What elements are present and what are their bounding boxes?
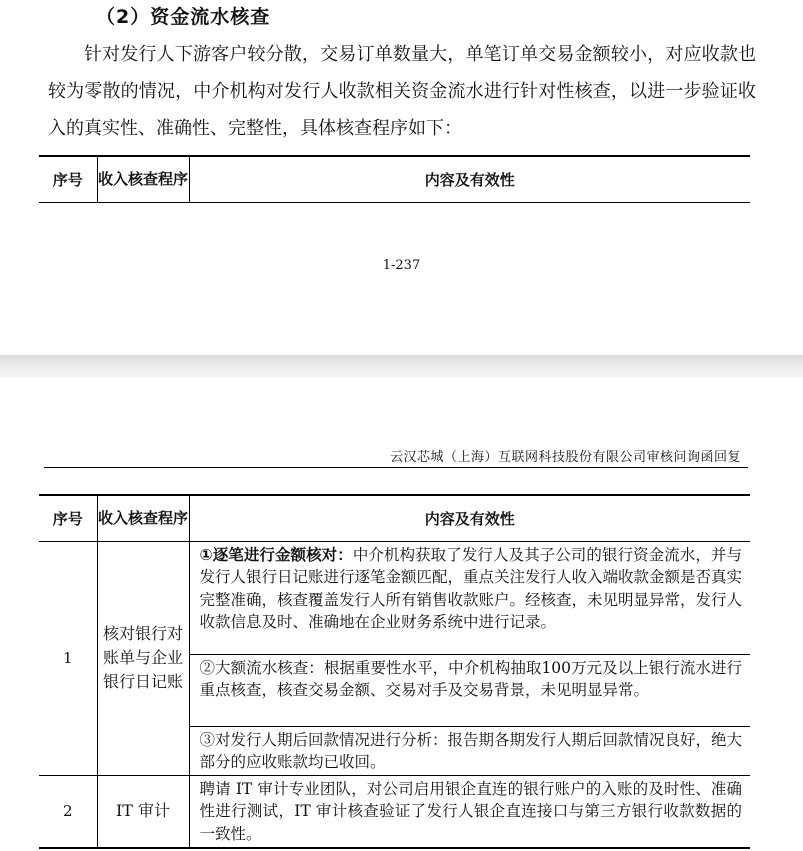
content-item [190, 727, 751, 775]
item-text: 中介机构获取了发行人及其子公司的银行资金流水，并与发行人银行日记账进行逐笔金额匹配，重点关注发行人收入端收款金额是否真实完整准确，核查覆盖发行人所有销售收款账户。经核查，未见明显异常，发行人收款信息及时、准确地在企业财务系统中进行记录。 [199, 545, 743, 631]
header-no: 序号 [39, 495, 97, 541]
header-procedure: 收入核查程序 [97, 156, 189, 202]
verification-table [39, 494, 750, 849]
header-no: 序号 [52, 170, 83, 189]
content-item [190, 542, 751, 655]
row-content [189, 541, 750, 775]
row-no: 2 [39, 775, 97, 848]
row-content: 聘请 IT 审计专业团队，对公司启用银企直连的银行账户的入账的及时性、准确性进行测试，IT 审计核查验证了发行人银企直连接口与第三方银行收款数据的一致性。 [189, 775, 750, 848]
header-procedure: 收入核查程序 [97, 495, 189, 541]
table-row [39, 775, 750, 848]
page-separator [0, 355, 803, 377]
section-paragraph: 针对发行人下游客户较分散，交易订单数量大，单笔订单交易金额较小，对应收款也较为零散的情况，中介机构对发行人收款相关资金流水进行针对性核查，以进一步验证收入的真实性、准确性、完整性，具体核查程序如下： [48, 44, 756, 139]
section-title: （2）资金流水核查 [96, 6, 271, 28]
header-content: 内容及有效性 [189, 495, 750, 541]
page-top [0, 0, 803, 355]
item-lead: ①逐笔进行金额核对： [199, 545, 353, 564]
table-header-top [39, 155, 750, 203]
company-header: 云汉芯城（上海）互联网科技股份有限公司审核问询函回复 [389, 450, 741, 465]
header-content: 内容及有效性 [189, 156, 750, 202]
row-procedure: 核对银行对账单与企业银行日记账 [97, 541, 189, 775]
page-bottom [0, 377, 803, 851]
page-number: 1-237 [382, 258, 421, 273]
header-rule [44, 467, 748, 468]
item-text: ②大额流水核查：根据重要性水平，中介机构抽取100万元及以上银行流水进行重点核查，核查交易金额、交易对手及交易背景，未见明显异常。 [199, 658, 742, 699]
table-row [39, 541, 750, 775]
content-item [190, 655, 751, 727]
row-no: 1 [39, 541, 97, 775]
row-procedure: IT 审计 [97, 775, 189, 848]
item-text: ③对发行人期后回款情况进行分析：报告期各期发行人期后回款情况良好，绝大部分的应收账款均已收回。 [199, 730, 743, 771]
